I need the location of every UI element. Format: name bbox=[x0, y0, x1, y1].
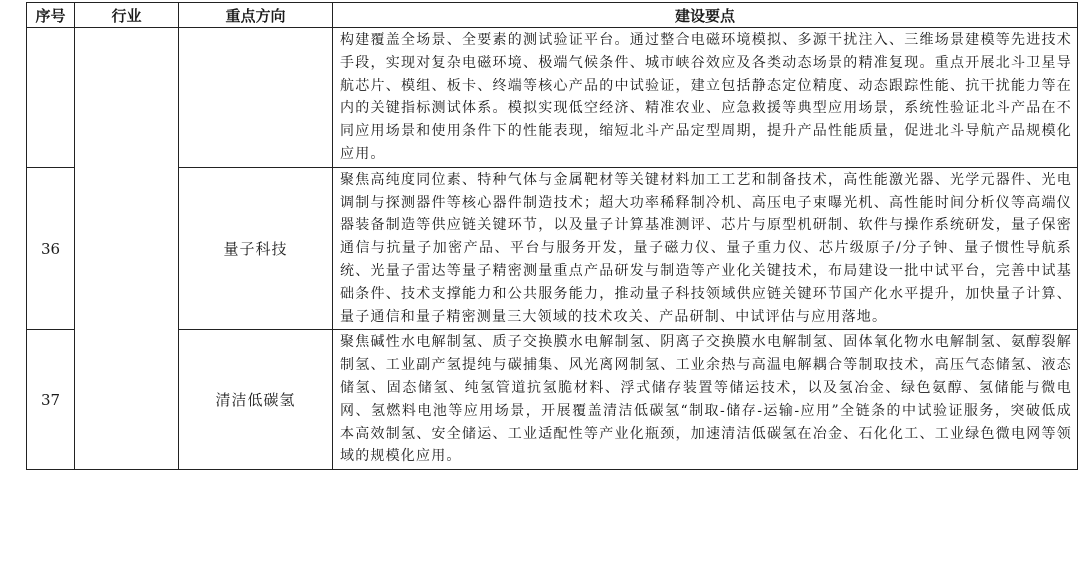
header-row bbox=[27, 3, 1078, 28]
table-row bbox=[27, 167, 1078, 330]
construction-table bbox=[26, 2, 1078, 470]
header-points: 建设要点 bbox=[333, 3, 1078, 28]
row-focus bbox=[179, 28, 333, 168]
table-row bbox=[27, 28, 1078, 168]
table-row bbox=[27, 330, 1078, 470]
header-industry: 行业 bbox=[75, 3, 179, 28]
row-focus: 清洁低碳氢 bbox=[179, 330, 333, 470]
row-seq bbox=[27, 28, 75, 168]
row-content: 聚焦碱性水电解制氢、质子交换膜水电解制氢、阴离子交换膜水电解制氢、固体氧化物水电解制氢、氨醇裂解制氢、工业副产氢提纯与碳捕集、风光离网制氢、工业余热与高温电解耦合等制取技术，高压气态储氢、液态储氢、固态储氢、纯氢管道抗氢脆材料、浮式储存装置等储运技术，以及氢冶金、绿色氨醇、氢储能与微电网、氢燃料电池等应用场景，开展覆盖清洁低碳氢“制取-储存-运输-应用”全链条的中试验证服务，突破低成本高效制氢、安全储运、工业适配性等产业化瓶颈，加速清洁低碳氢在冶金、石化化工、工业绿色微电网等领域的规模化应用。 bbox=[333, 330, 1078, 470]
row-content: 聚焦高纯度同位素、特种气体与金属靶材等关键材料加工工艺和制备技术，高性能激光器、光学元器件、光电调制与探测器件等核心器件制造技术；超大功率稀释制冷机、高压电子束曝光机、高性能时间分析仪等高端仪器装备制造等供应链关键环节，以及量子计算基准测评、芯片与原型机研制、软件与操作系统研发，量子保密通信与抗量子加密产品、平台与服务开发，量子磁力仪、量子重力仪、芯片级原子/分子钟、量子惯性导航系统、光量子雷达等量子精密测量重点产品研发与制造等产业化关键技术，布局建设一批中试平台，完善中试基础条件、技术支撑能力和公共服务能力，推动量子科技领域供应链关键环节国产化水平提升，加快量子计算、量子通信和量子精密测量三大领域的技术攻关、产品研制、中试评估与应用落地。 bbox=[333, 167, 1078, 330]
row-content: 构建覆盖全场景、全要素的测试验证平台。通过整合电磁环境模拟、多源干扰注入、三维场景建模等先进技术手段，实现对复杂电磁环境、极端气候条件、城市峡谷效应及各类动态场景的精准复现。重点开展北斗卫星导航芯片、模组、板卡、终端等核心产品的中试验证，建立包括静态定位精度、动态跟踪性能、抗干扰能力等在内的关键指标测试体系。模拟实现低空经济、精准农业、应急救援等典型应用场景，系统性验证北斗产品在不同应用场景和使用条件下的性能表现，缩短北斗产品定型周期，提升产品性能质量，促进北斗导航产品规模化应用。 bbox=[333, 28, 1078, 168]
header-seq: 序号 bbox=[27, 3, 75, 28]
row-seq: 36 bbox=[27, 167, 75, 330]
header-focus: 重点方向 bbox=[179, 3, 333, 28]
row-seq: 37 bbox=[27, 330, 75, 470]
industry-cell bbox=[75, 28, 179, 470]
row-focus: 量子科技 bbox=[179, 167, 333, 330]
